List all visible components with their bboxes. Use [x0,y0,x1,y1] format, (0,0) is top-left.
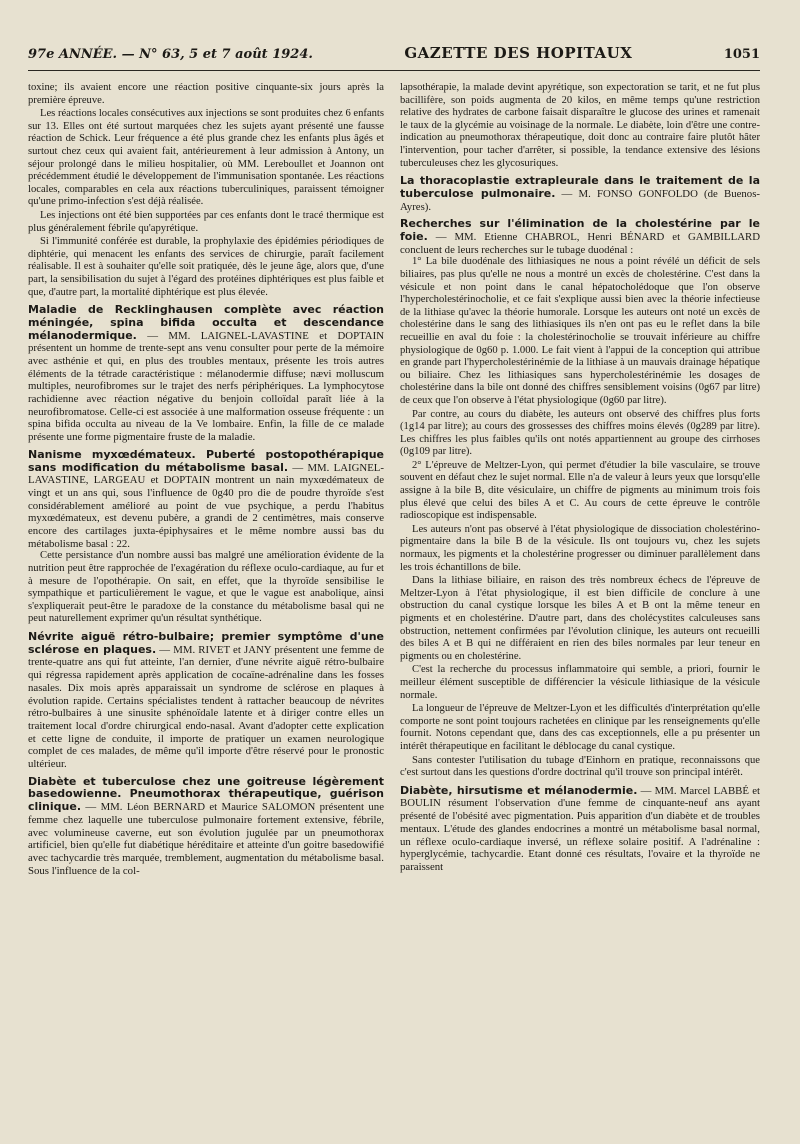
section-entry [400,175,760,213]
section-entry [400,218,760,256]
paragraph: C'est la recherche du processus inflammatoire qui semble, a priori, fournir le meilleur élément susceptible de différencier la vésicule lithiasique de la vésicule normale. [400,664,760,701]
section-body: concluent de leurs recherches sur le tubage duodénal : [400,243,634,256]
section-title: Maladie de Recklinghausen complète avec réaction méningée, spina bifida occulta et descendance mélanodermique. [28,303,384,342]
section-body: présentent une femme chez laquelle une tuberculose pulmonaire fortement extensive, fébrile, avec volumineuse caverne, eut son évolution jugulée par un pneumothorax artificiel, bien qu'elle fut diabétique héréditaire et atteinte d'un goitre basedowifié avec tachycardie très marquée, tremblement, augmentation du métabolisme basal. Sous l'influence de la col- [28,801,384,877]
left-column [28,82,384,1126]
right-column [400,82,760,1126]
section-authors: — MM. LAIGNEL-LAVASTINE et DOPTAIN [136,329,384,342]
section-authors: — MM. RIVET et JANY [156,643,272,656]
section-authors: — MM. Marcel LABBÉ et BOULIN [400,784,760,810]
section-title: Nanisme myxœdémateux. Puberté postopothérapique sans modification du métabolisme basal. [28,447,384,474]
paragraph: Les injections ont été bien supportées par ces enfants dont le tracé thermique est plus généralement fébrile qu'apyrétique. [28,209,384,234]
section-body: montrent un nain myxœdémateux de vingt et un ans qui, sous l'influence de 0g40 pro die de poudre thyroïde s'est considérablement amélioré au point de vue psychique, a perdu l'habitus myxœdémateux, est devenu pubère, a grandi de 2 centimètres, mais conserve encore des cartilages juxta-épiphysaires et le même nombre aussi bas du métabolisme basal : 22. [28,474,384,550]
journal-title: GAZETTE DES HOPITAUX [404,44,633,62]
paragraph: Les auteurs n'ont pas observé à l'état physiologique de dissociation cholestérino-pigmentaire dans la bile B de la vésicule. Ils ont toujours vu, chez les sujets normaux, les pigments et la cholestérine progresser ou diminuer parallèlement dans les trois échantillons de bile. [400,523,760,573]
paragraph: 1° La bile duodénale des lithiasiques ne nous a point révélé un déficit de sels biliaires, pas plus qu'elle ne nous a montré un excès de cholestérine. C'est dans la vésicule et non point dans le canal hépatocholédoque que l'on observe l'hypercholestérinocholie, et ce fait s'explique aussi bien avec la théorie infectieuse de la lithiase qu'avec la théorie humorale. Lorsque les auteurs ont noté un excès de cholestérine dans le sang des lithiasiques ils n'en ont pas eu le reflet dans la bile recueillie en aval du foie : la cholestérinocholie se trouvait inférieure au chiffre physiologique de 0g60 p. 1.000. Le fait vient à l'appui de la conception qui attribue en grande part l'hypercholestérinémie de la lithiase à un mauvais drainage hépatique ou biliaire. Chez les lithiasiques sans hypercholestérinémie les dosages de cholestérine dans la bile ont donné des chiffres sensiblement voisins (0g67 par litre) de ceux que l'on observe à l'état physiologique (0g60 par litre). [400,256,760,406]
paragraph: Dans la lithiase biliaire, en raison des très nombreux échecs de l'épreuve de Meltzer-Lyon à l'état physiologique, il est bien difficile de conclure à une obstruction du canal cystique lorsque les biles A et B ont la même teneur en pigments et en cholestérine. D'autre part, dans des cholécystites calculeuses sans obstruction, nettement confirmées par l'évolution clinique, les auteurs ont recueilli des biles A et B qui ne différaient en rien des biles normales par leur teneur en pigments ou en cholestérine. [400,575,760,662]
page-number: 1051 [723,47,760,62]
section-entry [400,785,760,874]
section-authors: — MM. LAIGNEL-LAVASTINE, LARGEAU et DOPTAIN [28,461,384,487]
paragraph: Sans contester l'utilisation du tubage d'Einhorn en pratique, reconnaissons que c'est surtout dans les questions d'ordre doctrinal qu'il trouve son principal intérêt. [400,754,760,779]
section-entry [28,304,384,444]
section-body: résument l'observation d'une femme de cinquante-neuf ans ayant présenté de l'obésité avec pigmentation. Puis apparition d'un diabète et de troubles mentaux. L'étude des glandes endocrines a montré un métabolisme basal normal, un réflexe oculo-cardiaque inversé, un réflexe solaire positif. A l'adrénaline : hyperglycémie, tachycardie. Etant donné ces résultats, l'ovaire et la thyroïde ne paraissent [400,797,760,873]
section-entry [28,631,384,771]
issue-line: 97e ANNÉE. — N° 63, 5 et 7 août 1924. [28,47,313,62]
paragraph: 2° L'épreuve de Meltzer-Lyon, qui permet d'étudier la bile vasculaire, se trouve souvent en défaut chez le sujet normal. Elle n'a de valeur à leurs yeux que lorsqu'elle assigne à la bile B, dite vésiculaire, un chiffre de pigments au minimum trois fois plus élevé que celui des biles A et C. Au cours de cette épreuve le contrôle radioscopique est indispensable. [400,459,760,522]
paragraph: Cette persistance d'un nombre aussi bas malgré une amélioration évidente de la nutrition peut être rapprochée de l'exagération du réflexe oculo-cardiaque, au fur et à mesure de l'opothérapie. On sait, en effet, que la thyroïde sensibilise le sympathique et particulièrement le vague, et que le vague est anabolique, ainsi s'expliquerait peut-être le paradoxe de la constance du métabolisme basal qui ne peut naturellement exprimer qu'un résultat synthétique. [28,550,384,625]
section-title: Diabète, hirsutisme et mélanodermie. [400,783,638,797]
section-title: Recherches sur l'élimination de la cholestérine par le foie. [400,217,760,243]
section-body: présentent une femme de trente-quatre ans qui fut atteinte, l'an dernier, d'une névrite aiguë rétro-bulbaire qui régressa rapidement après application de cocaïne-adrénaline dans les fosses nasales. Dix mois après apparaissait un syndrome de sclérose en plaques à évolution rapide. Certains spécialistes tendent à rattacher beaucoup de névrites rétro-bulbaires à une sinusite sphénoïdale latente et à diriger contre elles un traitement local d'ordre chirurgical endo-nasal. Avant d'adopter cette explication et cette ligne de conduite, il importe de pratiquer un examen neurologique complet de ces malades, de même qu'il importe d'être réservé pour le pronostic ultérieur. [28,643,384,771]
section-authors: — M. FONSO GONFOLDO (de Buenos-Ayres). [400,187,760,213]
paragraph: lapsothérapie, la malade devint apyrétique, son expectoration se tarit, et ne fut plus bacillifère, son poids augmenta de 20 kilos, en même temps qu'une restriction relative des hydrates de carbone faisait disparaître le glucose des urines et ramenait le taux de la glycémie au voisinage de la normale. Le diabète, loin d'être une contre-indication au pneumothorax thérapeutique, doit donc au contraire faire plutôt hâter l'intervention, pour tacher d'arrêter, si possible, la tendance extensive des lésions tuberculeuses chez les glycosuriques. [400,82,760,169]
paragraph: La longueur de l'épreuve de Meltzer-Lyon et les difficultés d'interprétation qu'elle comporte ne sont point toujours rachetées en clinique par les renseignements qu'elle fournit. Notons cependant que, dans des cas exceptionnels, elle a pu présenter un intérêt thérapeutique en facilitant le déblocage du canal cystique. [400,703,760,752]
paragraph: Par contre, au cours du diabète, les auteurs ont observé des chiffres plus forts (1g14 par litre); au cours des grossesses des chiffres moins élevés (0g289 par litre). Les chiffres les plus faibles qu'ils ont notés appartiennent au groupe des cirrhoses (0g109 par litre). [400,408,760,458]
section-body: présentent un homme de trente-sept ans venu consulter pour perte de la mémoire avec asthénie et qui, en plus des troubles mentaux, présente les trois autres éléments de la tétrade caractéristique : mélanodermie diffuse; nævi molluscum multiples, neurofibromes sur le trajet des nerfs périphériques. La lymphocytose rachidienne avec réaction négative du benjoin colloïdal paraît liée à la neurofibromatose. Celle-ci est associée à une malformation osseuse fréquente : un spina bifida occulta au niveau de la Ve lombaire. Enfin, la fille de ce malade présente une forme pigmentaire fruste de la maladie. [28,342,384,444]
section-title: La thoracoplastie extrapleurale dans le traitement de la tuberculose pulmonaire. [400,174,760,200]
section-title: Névrite aiguë rétro-bulbaire; premier symptôme d'une sclérose en plaques. [28,630,384,656]
section-entry [28,449,384,551]
paragraph: Si l'immunité conférée est durable, la prophylaxie des épidémies périodiques de diphtérie, qui menacent les enfants des services de chirurgie, paraît facilement réalisable. Il est à souhaiter qu'elle soit pratiquée, dès le jeune âge, alors que, d'une part, la sensibilisation du sujet à l'égard des protéines diphtériques est plus faible et que, d'autre part, la mortalité diphtérique est plus élevée. [28,236,384,298]
section-title: Diabète et tuberculose chez une goitreuse légèrement basedowienne. Pneumothorax thérapeutique, guérison clinique. [28,774,384,814]
section-authors: — MM. Léon BERNARD et Maurice SALOMON [81,801,316,814]
paragraph: Les réactions locales consécutives aux injections se sont produites chez 6 enfants sur 13. Elles ont été surtout marquées chez les sujets ayant présenté une fausse réaction de Schick. Leur fréquence a été plus grande chez les enfants plus âgés et surtout chez ceux qui avaient fait, antérieurement à leur admission à Antony, un séjour prolongé dans le milieu hospitalier, où MM. Lereboullet et Joannon ont précédemment étudié le développement de l'immunisation spontanée. Les réactions locales, comparables en cela aux réactions tuberculiniques, paraissent témoigner qu'une primo-infection s'est déjà réalisée. [28,108,384,208]
page-header [28,44,760,71]
section-authors: — MM. Etienne CHABROL, Henri BÉNARD et GAMBILLARD [427,230,760,243]
section-entry [28,776,384,878]
text-columns [28,82,760,1126]
paragraph: toxine; ils avaient encore une réaction positive cinquante-six jours après la première épreuve. [28,82,384,106]
